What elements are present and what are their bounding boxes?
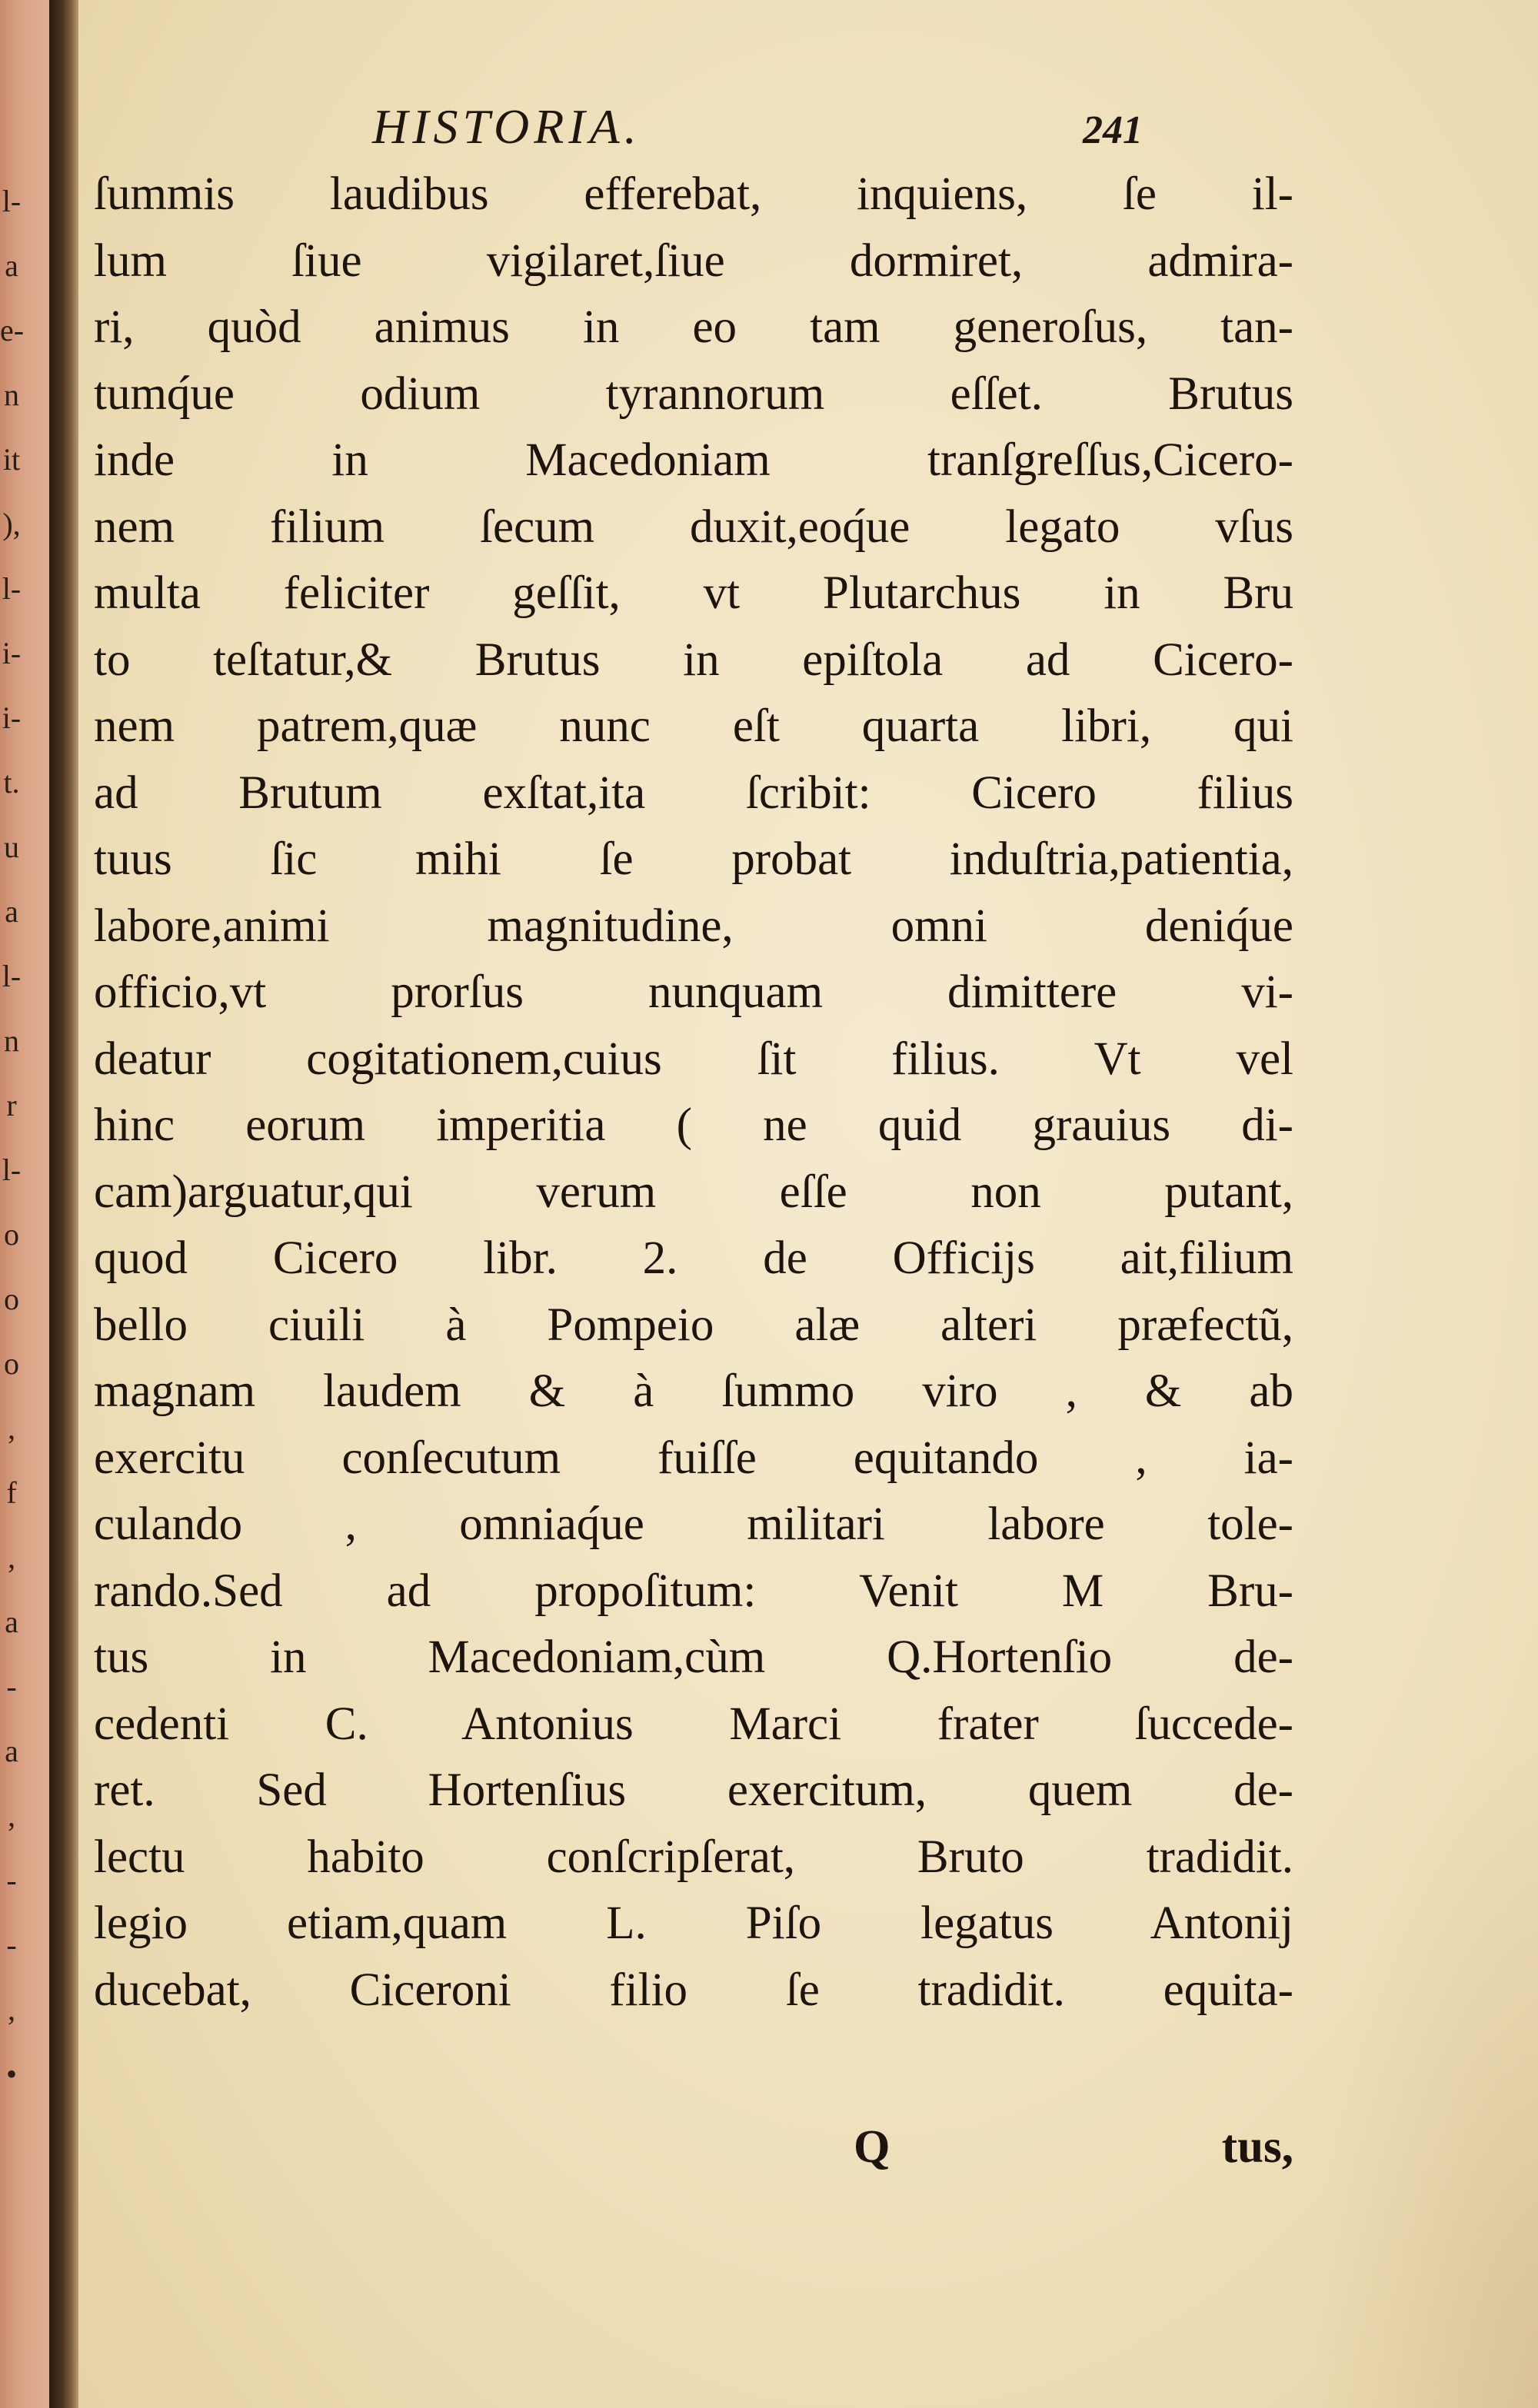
catchword: tus, xyxy=(1221,2121,1293,2173)
page-footer xyxy=(94,2114,1293,2180)
text-line: ducebat, Ciceroni filio ſe tradidit. equita- xyxy=(94,1964,1293,2016)
running-head: HISTORIA. xyxy=(372,99,641,154)
facing-page-fragment: - xyxy=(6,1863,17,1897)
facing-page-fragment: , xyxy=(8,1411,15,1445)
facing-page-fragment: a xyxy=(5,1734,18,1768)
facing-page-fragment: - xyxy=(6,1927,17,1962)
signature-mark: Q xyxy=(854,2121,891,2173)
facing-page-edge xyxy=(0,0,49,2408)
facing-page-fragment: l- xyxy=(2,184,22,218)
text-line: tumq́ue odium tyrannorum eſſet. Brutus xyxy=(94,368,1293,420)
text-line: culando , omniaq́ue militari labore tole- xyxy=(94,1498,1293,1550)
text-line: exercitu conſecutum fuiſſe equitando , ia- xyxy=(94,1432,1293,1484)
body-text xyxy=(94,161,1293,2024)
facing-page-fragment: o xyxy=(4,1282,19,1316)
text-line: lum ſiue vigilaret,ſiue dormiret, admira- xyxy=(94,234,1293,287)
text-line: officio,vt prorſus nunquam dimittere vi- xyxy=(94,966,1293,1018)
facing-page-fragment: r xyxy=(6,1088,17,1123)
facing-page-fragment: e- xyxy=(0,313,25,348)
text-line: nem filium ſecum duxit,eoq́ue legato vſus xyxy=(94,501,1293,553)
text-line: to teſtatur,& Brutus in epiſtola ad Cicero- xyxy=(94,634,1293,686)
text-line: multa feliciter geſſit, vt Plutarchus in Bru xyxy=(94,567,1293,619)
text-line: bello ciuili à Pompeio alæ alteri præfectũ, xyxy=(94,1299,1293,1351)
text-line: inde in Macedoniam tranſgreſſus,Cicero- xyxy=(94,434,1293,486)
facing-page-fragment: o xyxy=(4,1217,19,1252)
facing-page-fragment: t. xyxy=(3,765,20,800)
facing-page-fragment: • xyxy=(5,2057,17,2091)
text-line: tus in Macedoniam,cùm Q.Hortenſio de- xyxy=(94,1631,1293,1683)
text-line: ret. Sed Hortenſius exercitum, quem de- xyxy=(94,1764,1293,1816)
facing-page-fragment: l- xyxy=(2,959,22,993)
text-line: rando.Sed ad propoſitum: Venit M Bru- xyxy=(94,1565,1293,1617)
text-line: lectu habito conſcripſerat, Bruto tradidit. xyxy=(94,1831,1293,1883)
text-line: ſummis laudibus efferebat, inquiens, ſe il- xyxy=(94,168,1293,220)
facing-page-fragment: , xyxy=(8,1992,15,2027)
text-line: ri, quòd animus in eo tam generoſus, tan- xyxy=(94,301,1293,353)
facing-page-fragments xyxy=(0,169,23,2107)
facing-page-fragment: a xyxy=(5,1605,18,1639)
facing-page-fragment: - xyxy=(6,1669,17,1704)
facing-page-fragment: l- xyxy=(2,1152,22,1187)
page-number: 241 xyxy=(1083,108,1143,152)
facing-page-fragment: n xyxy=(4,1023,19,1058)
facing-page-fragment: i- xyxy=(2,700,22,735)
text-line: nem patrem,quæ nunc eſt quarta libri, qui xyxy=(94,700,1293,752)
text-line: magnam laudem & à ſummo viro , & ab xyxy=(94,1365,1293,1417)
facing-page-fragment: ), xyxy=(2,507,21,541)
facing-page-fragment: , xyxy=(8,1540,15,1575)
text-line: deatur cogitationem,cuius ſit filius. Vt vel xyxy=(94,1033,1293,1085)
facing-page-fragment: i- xyxy=(2,636,22,670)
text-line: tuus ſic mihi ſe probat induſtria,patientia, xyxy=(94,833,1293,885)
facing-page-fragment: it xyxy=(2,442,21,477)
text-line: quod Cicero libr. 2. de Officijs ait,filium xyxy=(94,1232,1293,1284)
facing-page-fragment: o xyxy=(4,1346,19,1381)
facing-page-fragment: a xyxy=(5,894,18,929)
facing-page-fragment: l- xyxy=(2,571,22,606)
facing-page-fragment: u xyxy=(4,830,19,864)
text-line: ad Brutum exſtat,ita ſcribit: Cicero filius xyxy=(94,767,1293,819)
book-gutter xyxy=(49,0,78,2408)
text-line: cedenti C. Antonius Marci frater ſuccede- xyxy=(94,1698,1293,1750)
text-line: labore,animi magnitudine, omni deniq́ue xyxy=(94,900,1293,952)
facing-page-fragment: n xyxy=(4,377,19,412)
paper-stain xyxy=(1307,1716,1538,2408)
facing-page-fragment: f xyxy=(6,1475,17,1510)
facing-page-fragment: a xyxy=(5,248,18,283)
book-page xyxy=(78,0,1538,2408)
facing-page-fragment: , xyxy=(8,1798,15,1833)
text-line: cam)arguatur,qui verum eſſe non putant, xyxy=(94,1166,1293,1218)
text-line: legio etiam,quam L. Piſo legatus Antonij xyxy=(94,1897,1293,1949)
text-line: hinc eorum imperitia ( ne quid grauius di- xyxy=(94,1099,1293,1151)
